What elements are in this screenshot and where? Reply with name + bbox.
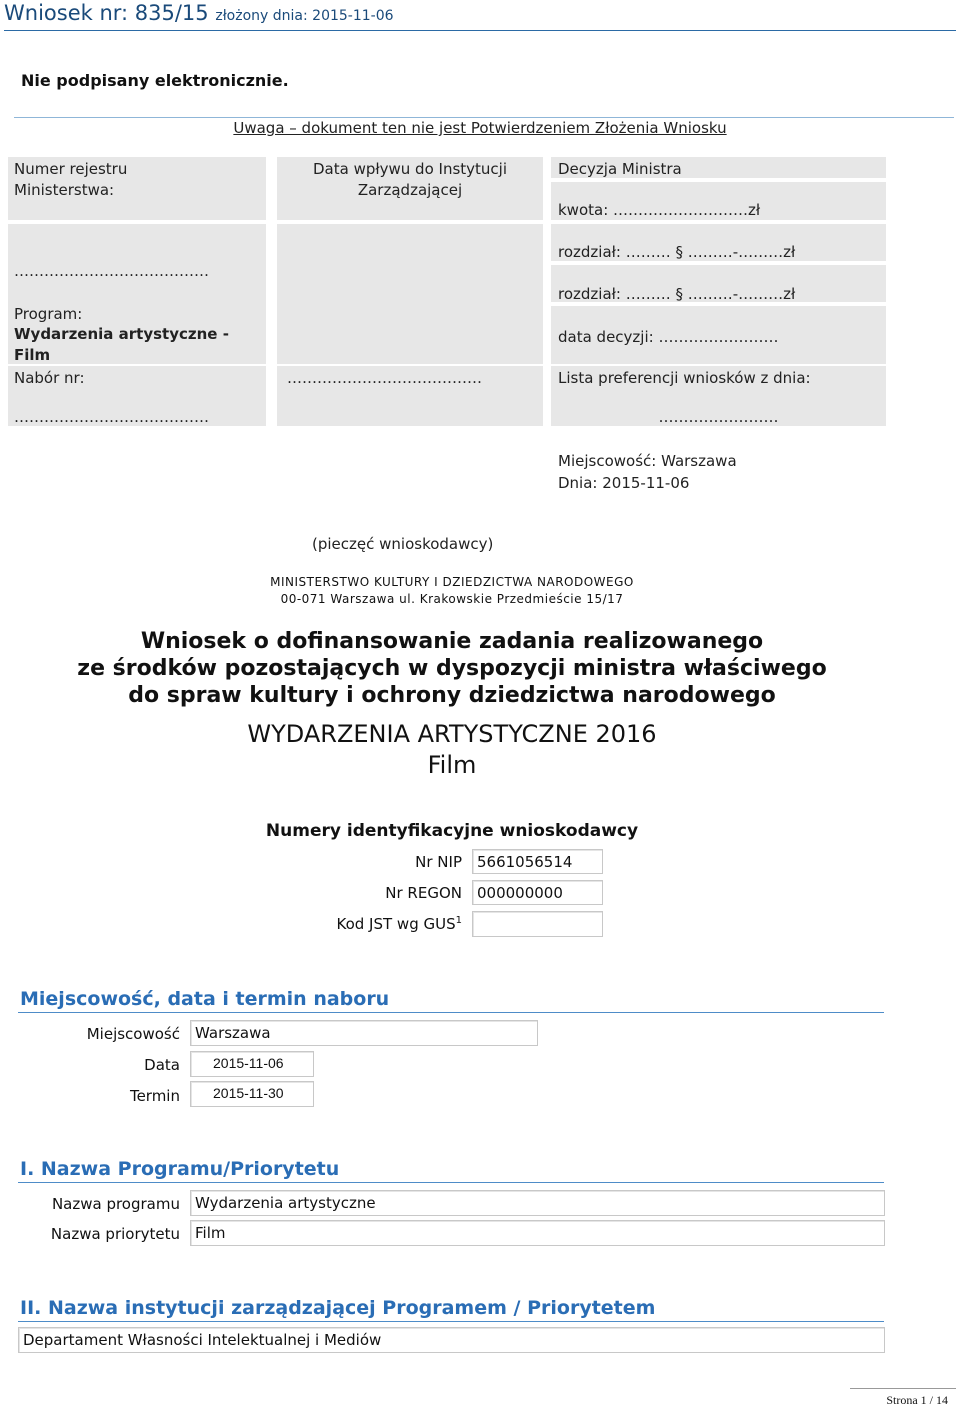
nip-field[interactable]: 5661056514 [472, 849, 603, 874]
decision-date-label: data decyzji: …………………… [558, 328, 779, 346]
receipt-label-1: Data wpływu do Instytucji [313, 160, 507, 178]
place-date-section-rule [18, 1012, 884, 1013]
priority-name-label: Nazwa priorytetu [50, 1225, 180, 1243]
deadline-label: Termin [129, 1087, 180, 1105]
priority-name-field[interactable]: Film [190, 1220, 885, 1246]
program-name-field[interactable]: Wydarzenia artystyczne [190, 1190, 885, 1216]
place-field-label: Miejscowość [86, 1025, 180, 1043]
heading-line-2: ze środków pozostających w dyspozycji ministra właściwego [77, 656, 827, 681]
registry-label-2: Ministerstwa: [14, 181, 115, 199]
document-title [4, 1, 394, 25]
registry-label-1: Numer rejestru [14, 160, 128, 178]
page-number: Strona 1 / 14 [886, 1393, 948, 1407]
ministry-address: 00-071 Warszawa ul. Krakowskie Przedmieście 15/17 [280, 592, 624, 606]
section-1-rule [18, 1182, 884, 1183]
regon-label: Nr REGON [385, 884, 462, 902]
program-box [8, 224, 266, 364]
deadline-field[interactable]: 2015-11-30 [190, 1081, 314, 1107]
nabor-dots: ………………………………… [14, 408, 209, 426]
amount-label: kwota: ………………………zł [558, 201, 761, 219]
section-1-label: rozdział: ……… § ………-………zł [558, 243, 796, 261]
section-2-rule [18, 1321, 884, 1322]
place-date-section-title: Miejscowość, data i termin naboru [20, 988, 390, 1010]
priority-heading: Film [427, 751, 477, 779]
jst-field[interactable] [472, 911, 603, 937]
place-field[interactable]: Warszawa [190, 1020, 538, 1046]
confirmation-notice: Uwaga – dokument ten nie jest Potwierdzeniem Złożenia Wniosku [233, 119, 727, 137]
section-2-label: rozdział: ……… § ………-………zł [558, 285, 796, 303]
ministry-name: MINISTERSTWO KULTURY I DZIEDZICTWA NARODOWEGO [270, 575, 634, 589]
unsigned-notice: Nie podpisany elektronicznie. [21, 71, 289, 90]
section-1-title: I. Nazwa Programu/Priorytetu [20, 1158, 340, 1180]
footer-rule [850, 1388, 956, 1389]
ids-title: Numery identyfikacyjne wnioskodawcy [265, 821, 639, 841]
registry-number-dots: ………………………………… [14, 262, 209, 280]
program-value-1: Wydarzenia artystyczne - [14, 325, 229, 343]
jst-label-text: Kod JST wg GUS [336, 915, 456, 933]
decision-label: Decyzja Ministra [558, 160, 682, 178]
regon-field[interactable]: 000000000 [472, 880, 603, 905]
place-label: Miejscowość: Warszawa [558, 452, 737, 470]
submitted-date: złożony dnia: 2015-11-06 [215, 8, 394, 24]
jst-label [280, 915, 462, 933]
applicant-stamp-label: (pieczęć wnioskodawcy) [312, 535, 494, 553]
program-label: Program: [14, 305, 83, 323]
preference-list-dots: …………………… [658, 408, 779, 426]
heading-line-3: do spraw kultury i ochrony dziedzictwa narodowego [128, 683, 776, 708]
program-name-label: Nazwa programu [51, 1195, 180, 1213]
managing-institution-field[interactable]: Departament Własności Intelektualnej i Mediów [18, 1327, 885, 1353]
receipt-label-2: Zarządzającej [357, 181, 463, 199]
program-heading: WYDARZENIA ARTYSTYCZNE 2016 [247, 720, 657, 748]
call-date-field[interactable]: 2015-11-06 [190, 1051, 314, 1077]
footnote-marker: 1 [455, 915, 462, 926]
program-value-2: Film [14, 346, 51, 364]
receipt-date-dots: ………………………………… [287, 369, 482, 387]
title-divider [4, 30, 956, 31]
preference-list-label: Lista preferencji wniosków z dnia: [558, 369, 811, 387]
application-number: Wniosek nr: 835/15 [4, 1, 209, 25]
call-date-label: Data [144, 1056, 180, 1074]
receipt-date-area [277, 224, 543, 364]
section-2-title: II. Nazwa instytucji zarządzającej Programem / Priorytetem [20, 1297, 656, 1319]
notice-divider [14, 117, 954, 118]
date-label: Dnia: 2015-11-06 [558, 474, 690, 492]
nip-label: Nr NIP [415, 853, 462, 871]
heading-line-1: Wniosek o dofinansowanie zadania realizowanego [140, 629, 764, 654]
nabor-label: Nabór nr: [14, 369, 85, 387]
